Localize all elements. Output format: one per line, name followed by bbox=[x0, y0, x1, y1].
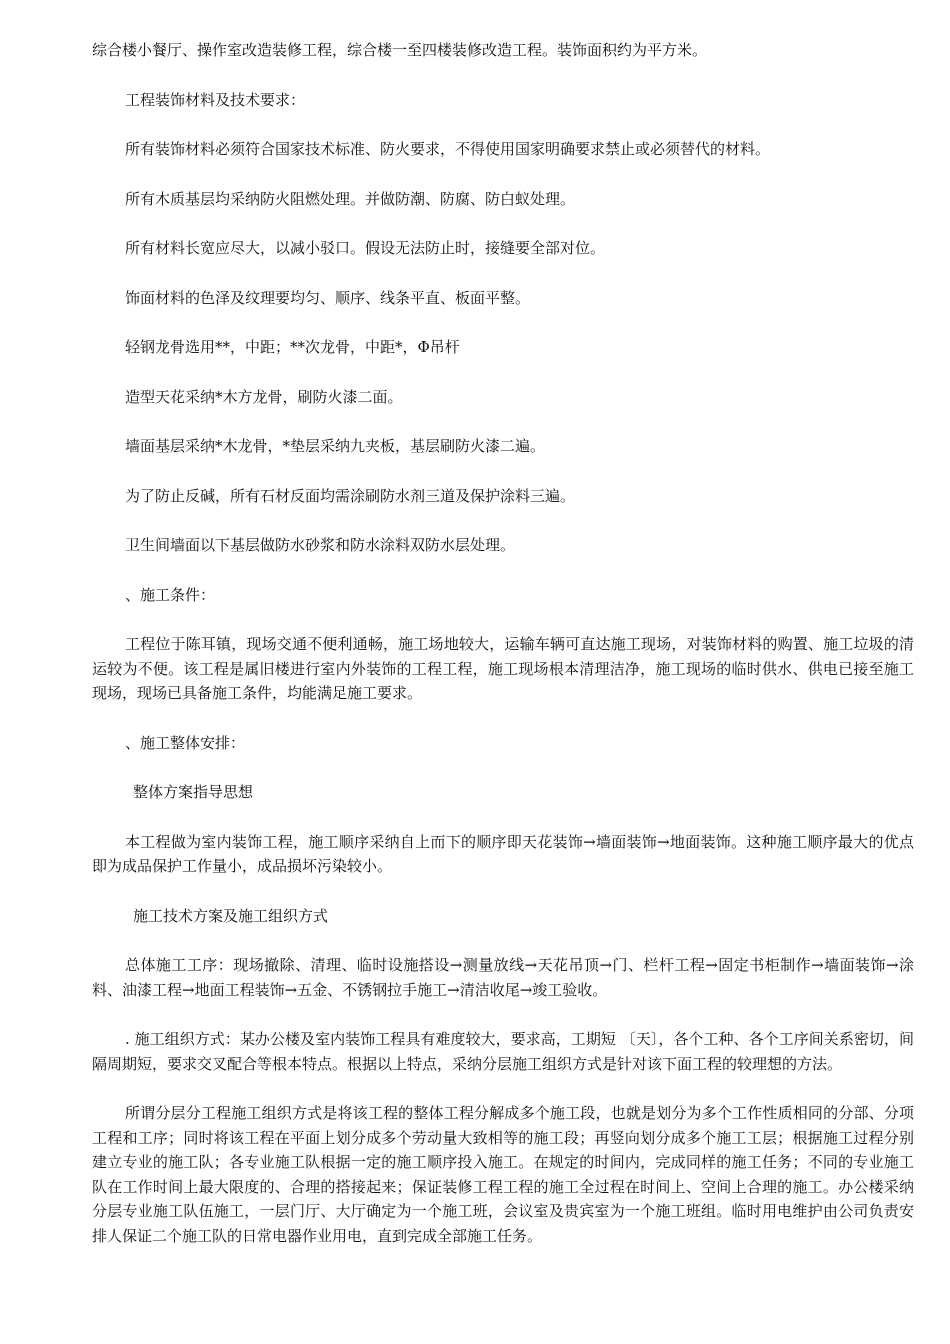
paragraph-site-conditions: 工程位于陈耳镇，现场交通不便利通畅，施工场地较大，运输车辆可直达施工现场，对装饰材料的购置、施工垃圾的清运较为不便。该工程是属旧楼进行室内外装饰的工程工程，施工现场根本清理洁净，施工现场的临时供水、供电已接至施工现场，现场已具备施工条件，均能满足施工要求。 bbox=[92, 635, 914, 702]
section-heading-arrangement: 、施工整体安排： bbox=[125, 733, 246, 752]
section-heading-materials: 工程装饰材料及技术要求： bbox=[125, 90, 306, 109]
paragraph-finish-texture: 饰面材料的色泽及纹理要均匀、顺序、线条平直、板面平整。 bbox=[125, 288, 531, 307]
paragraph-construction-order: 本工程做为室内装饰工程，施工顺序采纳自上而下的顺序即天花装饰→墙面装饰→地面装饰。这种施工顺序最大的优点即为成品保护工作量小，成品损坏污染较小。 bbox=[92, 832, 914, 875]
paragraph-ceiling: 造型天花采纳*木方龙骨，刷防火漆二面。 bbox=[125, 387, 403, 406]
paragraph-steel-keel: 轻钢龙骨选用**，中距；**次龙骨，中距*，Φ吊杆 bbox=[125, 338, 460, 356]
paragraph-material-size: 所有材料长宽应尽大，以减小驳口。假设无法防止时，接缝要全部对位。 bbox=[125, 239, 606, 257]
paragraph-organization-method: . 施工组织方式：某办公楼及室内装饰工程具有难度较大，要求高，工期短 〔天〕，各个工种、各个工序间关系密切，间隔周期短，要求交叉配合等根本特点。根据以上特点，采纳分层施工组织方式是针对该下面工程的较理想的方法。 bbox=[92, 1030, 914, 1073]
paragraph-stone-treatment: 为了防止反碱，所有石材反面均需涂刷防水剂三道及保护涂料三遍。 bbox=[125, 486, 576, 505]
section-heading-conditions: 、施工条件： bbox=[125, 585, 216, 604]
paragraph-wood-treatment: 所有木质基层均采纳防火阻燃处理。并做防潮、防腐、防白蚁处理。 bbox=[125, 189, 576, 208]
subheading-technical-plan: 施工技术方案及施工组织方式 bbox=[133, 906, 329, 925]
paragraph-bathroom-waterproof: 卫生间墙面以下基层做防水砂浆和防水涂料双防水层处理。 bbox=[125, 536, 516, 554]
paragraph-overall-process: 总体施工工序：现场撤除、清理、临时设施搭设→测量放线→天花吊顶→门、栏杆工程→固定书柜制作→墙面装饰→涂料、油漆工程→地面工程装饰→五金、不锈钢拉手施工→清洁收尾→竣工验收。 bbox=[92, 956, 914, 999]
document-page bbox=[92, 38, 914, 1248]
paragraph-layered-organization: 所谓分层分工程施工组织方式是将该工程的整体工程分解成多个施工段，也就是划分为多个工作性质相同的分部、分项工程和工序；同时将该工程在平面上划分成多个劳动量大致相等的施工段；再竖向划分成多个施工工层；根据施工过程分别建立专业的施工队；各专业施工队根据一定的施工顺序投入施工。在规定的时间内，完成同样的施工任务；不同的专业施工队在工作时间上最大限度的、合理的搭接起来；保证装修工程工程的施工全过程在时间上、空间上合理的施工。办公楼采纳分层专业施工队伍施工，一层门厅、大厅确定为一个施工班，会议室及贵宾室为一个施工班组。临时用电维护由公司负责安排人保证二个施工队的日常电器作业用电，直到完成全部施工任务。 bbox=[92, 1104, 914, 1245]
paragraph-material-standards: 所有装饰材料必须符合国家技术标准、防火要求，不得使用国家明确要求禁止或必须替代的材料。 bbox=[125, 140, 771, 158]
subheading-guiding-idea: 整体方案指导思想 bbox=[133, 783, 254, 801]
paragraph-wall-base: 墙面基层采纳*木龙骨，*垫层采纳九夹板，基层刷防火漆二遍。 bbox=[125, 437, 546, 455]
intro-paragraph: 综合楼小餐厅、操作室改造装修工程，综合楼一至四楼装修改造工程。装饰面积约为平方米。 bbox=[92, 41, 708, 59]
